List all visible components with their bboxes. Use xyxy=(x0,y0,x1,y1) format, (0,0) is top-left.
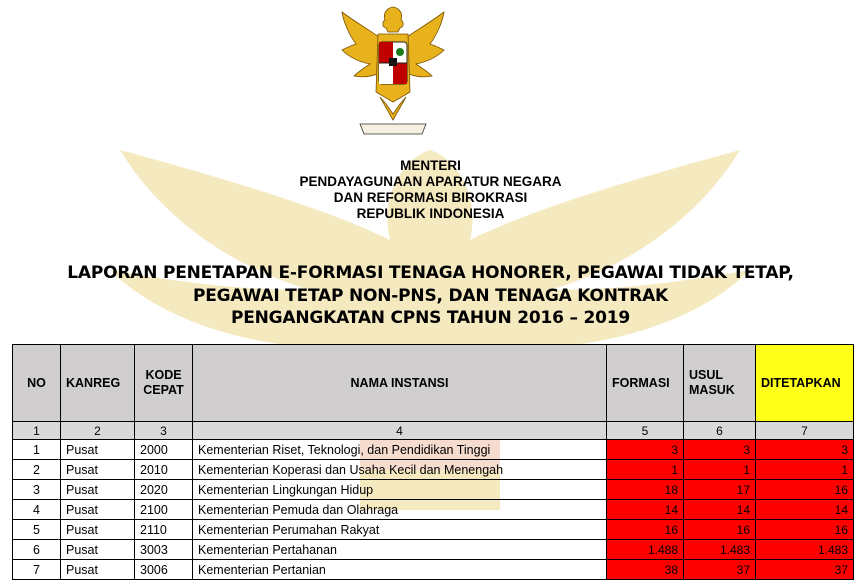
col-header-nama-instansi: NAMA INSTANSI xyxy=(193,345,607,422)
cell-ditetapkan: 37 xyxy=(756,560,854,580)
cell-formasi: 1 xyxy=(607,460,684,480)
col-number: 1 xyxy=(13,422,61,440)
cell-kode: 3006 xyxy=(135,560,193,580)
col-header-kanreg: KANREG xyxy=(61,345,135,422)
cell-usul: 16 xyxy=(684,520,756,540)
cell-kode: 3003 xyxy=(135,540,193,560)
cell-no: 3 xyxy=(13,480,61,500)
report-title xyxy=(0,262,861,330)
col-header-ditetapkan: DITETAPKAN xyxy=(756,345,854,422)
cell-no: 5 xyxy=(13,520,61,540)
cell-formasi: 3 xyxy=(607,440,684,460)
cell-instansi: Kementerian Pemuda dan Olahraga xyxy=(193,500,607,520)
cell-kanreg: Pusat xyxy=(61,500,135,520)
column-number-row xyxy=(13,422,854,440)
cell-usul: 37 xyxy=(684,560,756,580)
col-header-kode-cepat: KODE CEPAT xyxy=(135,345,193,422)
table-row xyxy=(13,440,854,460)
cell-instansi: Kementerian Riset, Teknologi, dan Pendidikan Tinggi xyxy=(193,440,607,460)
report-title-line: LAPORAN PENETAPAN E-FORMASI TENAGA HONORER, PEGAWAI TIDAK TETAP, xyxy=(67,263,794,283)
cell-no: 2 xyxy=(13,460,61,480)
cell-kode: 2000 xyxy=(135,440,193,460)
cell-kanreg: Pusat xyxy=(61,520,135,540)
col-header-no: NO xyxy=(13,345,61,422)
cell-kanreg: Pusat xyxy=(61,560,135,580)
cell-instansi: Kementerian Koperasi dan Usaha Kecil dan Menengah xyxy=(193,460,607,480)
table-row xyxy=(13,520,854,540)
ministry-line: DAN REFORMASI BIROKRASI xyxy=(333,190,528,205)
cell-instansi: Kementerian Lingkungan Hidup xyxy=(193,480,607,500)
cell-kode: 2020 xyxy=(135,480,193,500)
col-number: 5 xyxy=(607,422,684,440)
cell-ditetapkan: 3 xyxy=(756,440,854,460)
cell-usul: 14 xyxy=(684,500,756,520)
cell-formasi: 16 xyxy=(607,520,684,540)
cell-usul: 1.483 xyxy=(684,540,756,560)
cell-ditetapkan: 14 xyxy=(756,500,854,520)
cell-ditetapkan: 16 xyxy=(756,480,854,500)
cell-formasi: 18 xyxy=(607,480,684,500)
table-row xyxy=(13,560,854,580)
col-number: 6 xyxy=(684,422,756,440)
table-row xyxy=(13,460,854,480)
table-header-row xyxy=(13,345,854,422)
cell-kanreg: Pusat xyxy=(61,440,135,460)
cell-kanreg: Pusat xyxy=(61,460,135,480)
cell-kode: 2010 xyxy=(135,460,193,480)
cell-no: 7 xyxy=(13,560,61,580)
ministry-line: PENDAYAGUNAAN APARATUR NEGARA xyxy=(299,174,562,189)
ministry-header xyxy=(0,158,861,222)
col-header-usul-masuk: USUL MASUK xyxy=(684,345,756,422)
cell-kode: 2110 xyxy=(135,520,193,540)
cell-formasi: 38 xyxy=(607,560,684,580)
cell-instansi: Kementerian Pertanian xyxy=(193,560,607,580)
cell-formasi: 1.488 xyxy=(607,540,684,560)
cell-usul: 17 xyxy=(684,480,756,500)
cell-no: 6 xyxy=(13,540,61,560)
cell-kode: 2100 xyxy=(135,500,193,520)
cell-kanreg: Pusat xyxy=(61,480,135,500)
cell-instansi: Kementerian Perumahan Rakyat xyxy=(193,520,607,540)
col-header-formasi: FORMASI xyxy=(607,345,684,422)
col-number: 7 xyxy=(756,422,854,440)
col-number: 3 xyxy=(135,422,193,440)
report-title-line: PEGAWAI TETAP NON-PNS, DAN TENAGA KONTRAK xyxy=(192,285,669,306)
cell-instansi: Kementerian Pertahanan xyxy=(193,540,607,560)
cell-no: 4 xyxy=(13,500,61,520)
col-number: 4 xyxy=(193,422,607,440)
formasi-table xyxy=(12,344,854,580)
col-number: 2 xyxy=(61,422,135,440)
table-row xyxy=(13,480,854,500)
cell-ditetapkan: 1.483 xyxy=(756,540,854,560)
report-title-line: PENGANGKATAN CPNS TAHUN 2016 – 2019 xyxy=(230,308,631,328)
garuda-pancasila-emblem-icon xyxy=(338,2,448,137)
cell-ditetapkan: 1 xyxy=(756,460,854,480)
table-row xyxy=(13,500,854,520)
cell-kanreg: Pusat xyxy=(61,540,135,560)
cell-ditetapkan: 16 xyxy=(756,520,854,540)
cell-usul: 3 xyxy=(684,440,756,460)
ministry-line: MENTERI xyxy=(400,158,461,173)
cell-formasi: 14 xyxy=(607,500,684,520)
cell-no: 1 xyxy=(13,440,61,460)
cell-usul: 1 xyxy=(684,460,756,480)
ministry-line: REPUBLIK INDONESIA xyxy=(356,206,505,221)
table-row xyxy=(13,540,854,560)
